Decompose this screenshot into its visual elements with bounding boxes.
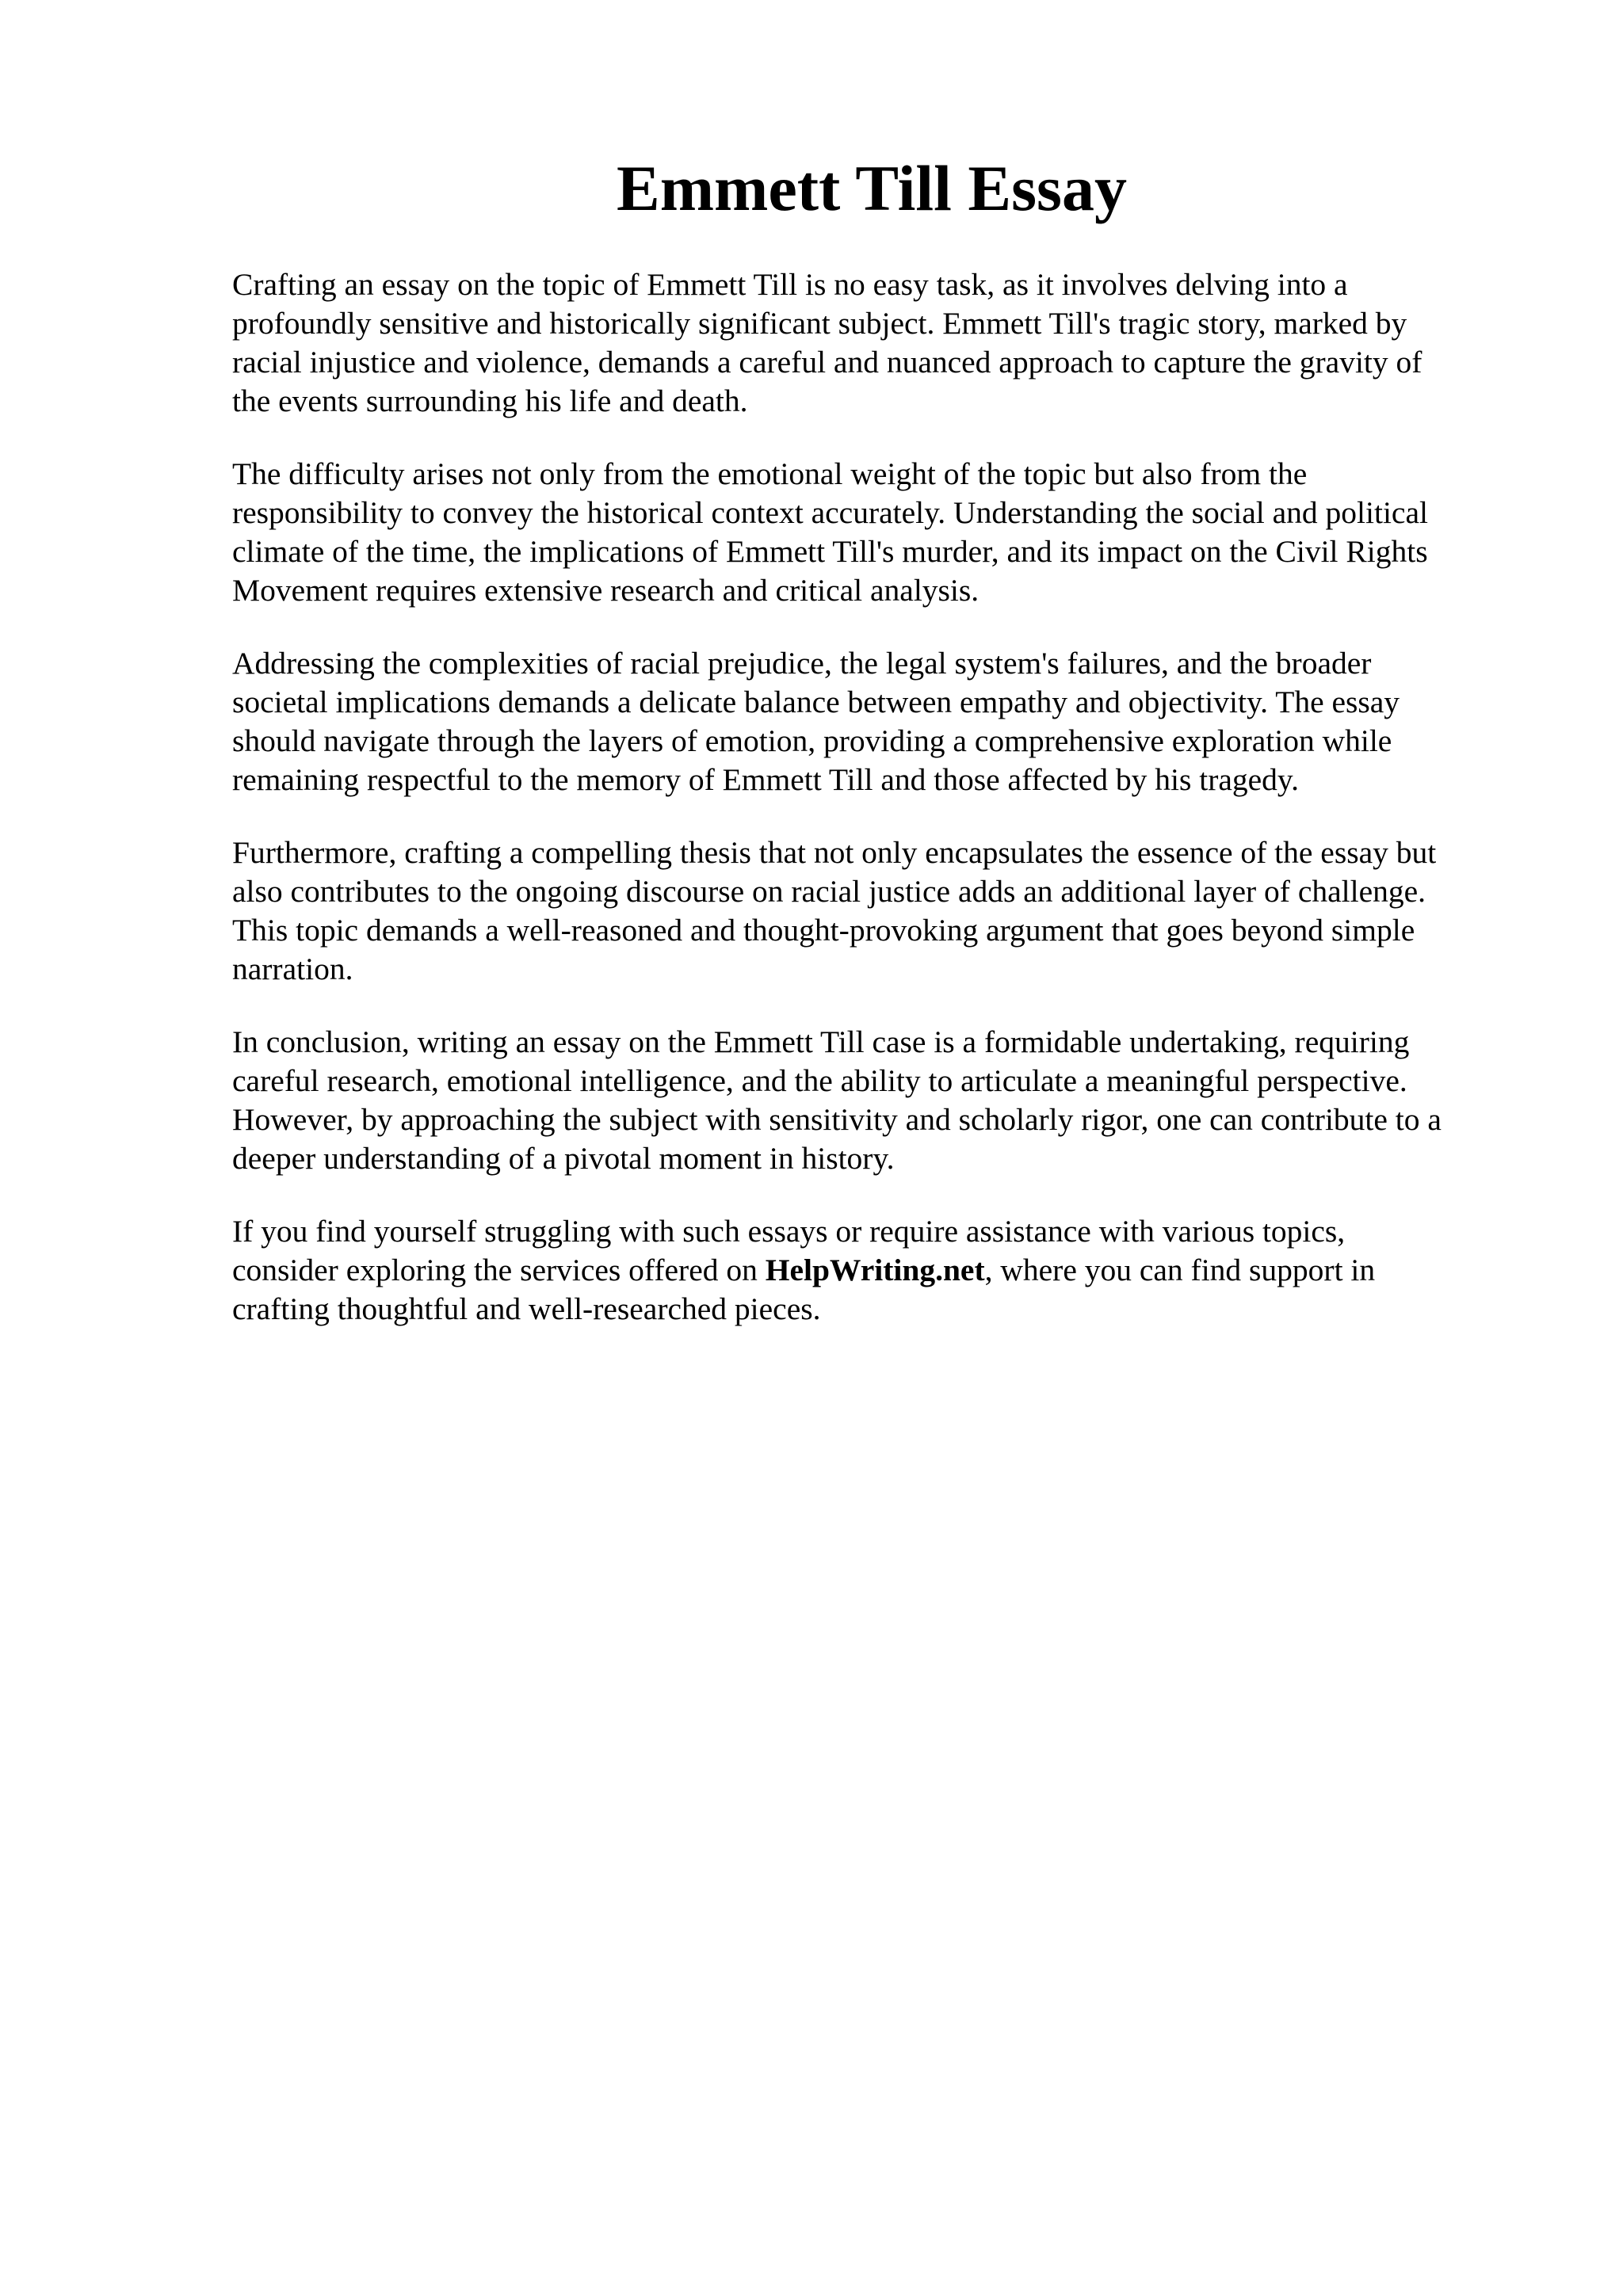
closing-paragraph	[232, 1212, 1532, 1329]
essay-body	[232, 265, 1532, 1363]
paragraph-line: deeper understanding of a pivotal moment in history.	[232, 1141, 895, 1176]
paragraph-line: If you find yourself struggling with such essays or require assistance with various topics,	[232, 1214, 1346, 1249]
paragraph-line: careful research, emotional intelligence, and the ability to articulate a meaningful perspective.	[232, 1063, 1407, 1098]
paragraph-line: crafting thoughtful and well-researched pieces.	[232, 1291, 821, 1326]
paragraph-line: Addressing the complexities of racial prejudice, the legal system's failures, and the broader	[232, 646, 1372, 681]
paragraph-line: Furthermore, crafting a compelling thesis that not only encapsulates the essence of the essay but	[232, 835, 1437, 870]
paragraph-line: Movement requires extensive research and critical analysis.	[232, 573, 980, 608]
paragraph-4	[232, 833, 1532, 989]
paragraph-2	[232, 455, 1532, 610]
paragraph-5	[232, 1023, 1532, 1178]
paragraph-line: societal implications demands a delicate balance between empathy and objectivity. The essay	[232, 685, 1400, 719]
helpwriting-link[interactable]: HelpWriting.net	[765, 1253, 985, 1287]
paragraph-line: Crafting an essay on the topic of Emmett Till is no easy task, as it involves delving into a	[232, 267, 1348, 302]
paragraph-line: However, by approaching the subject with sensitivity and scholarly rigor, one can contribute to a	[232, 1102, 1442, 1137]
paragraph-line: In conclusion, writing an essay on the Emmett Till case is a formidable undertaking, requiring	[232, 1024, 1410, 1059]
paragraph-3	[232, 644, 1532, 799]
paragraph-line: also contributes to the ongoing discourse on racial justice adds an additional layer of challenge.	[232, 874, 1426, 909]
paragraph-line: The difficulty arises not only from the emotional weight of the topic but also from the	[232, 456, 1308, 491]
paragraph-line: remaining respectful to the memory of Emmett Till and those affected by his tragedy.	[232, 762, 1299, 797]
closing-text-after-link: , where you can find support in	[984, 1253, 1376, 1287]
paragraph-1	[232, 265, 1532, 421]
closing-text-before-link: consider exploring the services offered on	[232, 1253, 766, 1287]
paragraph-line: narration.	[232, 952, 353, 986]
paragraph-line: climate of the time, the implications of Emmett Till's murder, and its impact on the Civil Rights	[232, 534, 1428, 569]
paragraph-line: This topic demands a well-reasoned and thought-provoking argument that goes beyond simple	[232, 913, 1415, 948]
paragraph-line: the events surrounding his life and death.	[232, 383, 748, 418]
page-title: Emmett Till Essay	[617, 152, 1127, 224]
paragraph-line: profoundly sensitive and historically significant subject. Emmett Till's tragic story, marked by	[232, 306, 1407, 341]
paragraph-line: responsibility to convey the historical context accurately. Understanding the social and political	[232, 495, 1428, 530]
paragraph-line: should navigate through the layers of emotion, providing a comprehensive exploration while	[232, 723, 1392, 758]
paragraph-line: racial injustice and violence, demands a careful and nuanced approach to capture the gravity of	[232, 345, 1423, 379]
paragraph-line	[232, 1251, 1532, 1290]
